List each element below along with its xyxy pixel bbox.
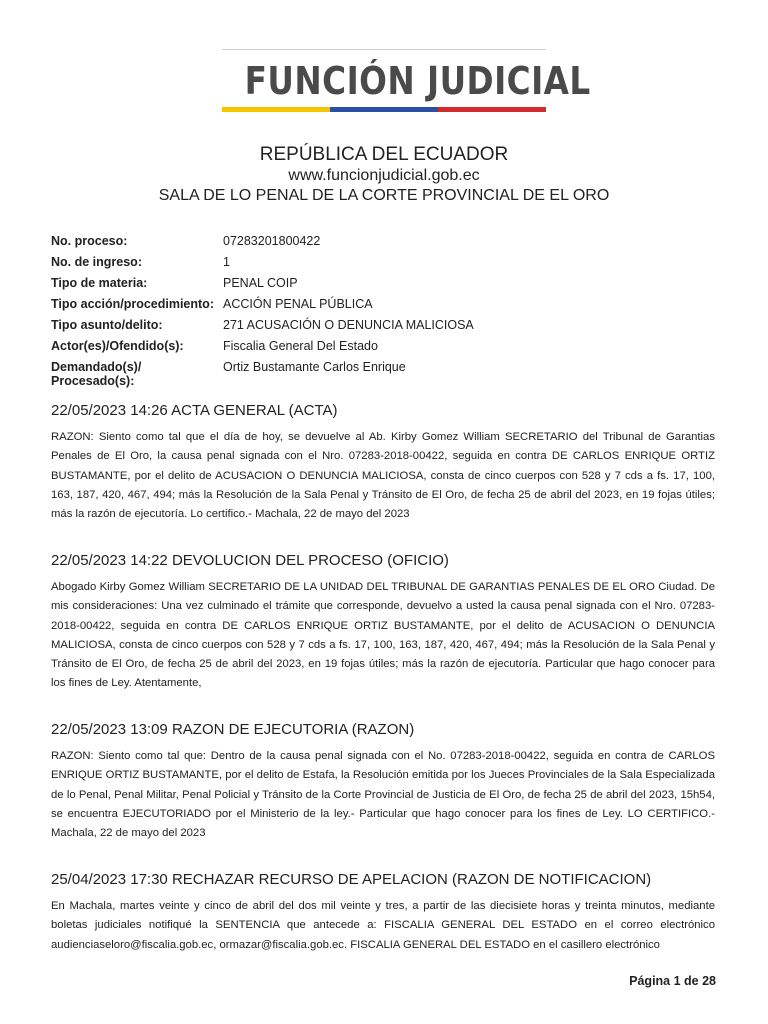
flag-yellow bbox=[222, 107, 330, 112]
entry-body: Abogado Kirby Gomez William SECRETARIO DE LA UNIDAD DEL TRIBUNAL DE GARANTIAS PENALES DE EL ORO Ciudad. De mis consideraciones: Una vez culminado el trámite que corresponde, devuelvo a usted la causa penal signada con el Nro. 07283-2018-00422, seguida en contra DE CARLOS ENRIQUE ORTIZ BUSTAMANTE, por el delito de ACUSACION O DENUNCIA MALICIOSA, consta de cinco cuerpos con 528 y 7 cds a fs. 17, 100, 163, 187, 420, 467, 494; más la Resolución de la Sala Penal y Tránsito de El Oro, de fecha 25 de abril del 2023, en 19 fojas útiles; más la razón de ejecutoría. Particular que hago conocer para los fines de Ley. Atentamente, bbox=[51, 581, 715, 690]
case-label: Tipo de materia: bbox=[51, 276, 148, 290]
country-heading: REPÚBLICA DEL ECUADOR bbox=[259, 144, 509, 165]
case-value: ACCIÓN PENAL PÚBLICA bbox=[223, 297, 373, 311]
case-row bbox=[51, 337, 643, 358]
case-value: PENAL COIP bbox=[223, 276, 298, 290]
logo-text: FUNCIÓN JUDICIAL bbox=[244, 59, 591, 103]
entry-title: 25/04/2023 17:30 RECHAZAR RECURSO DE APELACION (RAZON DE NOTIFICACION) bbox=[51, 871, 652, 888]
entry-body: RAZON: Siento como tal que el día de hoy, se devuelve al Ab. Kirby Gomez William SECRETARIO del Tribunal de Garantias Penales de El Oro, la causa penal signada con el Nro. 07283-2018-00422, seguida en contra DE CARLOS ENRIQUE ORTIZ BUSTAMANTE, por el delito de ACUSACION O DENUNCIA MALICIOSA, consta de cinco cuerpos con 528 y 7 cds a fs. 17, 100, 163, 187, 420, 467, 494; más la Resolución de la Sala Penal y Tránsito de El Oro, de fecha 25 de abril del 2023, en 19 fojas útiles; más la razón de ejecutoría. Lo certifico.- Machala, 22 de mayo del 2023 bbox=[51, 431, 715, 521]
funcion-judicial-logo bbox=[222, 49, 591, 112]
logo-flag-stripe bbox=[222, 107, 546, 112]
entry-title: 22/05/2023 14:22 DEVOLUCION DEL PROCESO (OFICIO) bbox=[51, 552, 449, 569]
case-label: No. de ingreso: bbox=[51, 255, 142, 269]
case-label: Demandado(s)/ Procesado(s): bbox=[51, 360, 142, 388]
entry-title: 22/05/2023 13:09 RAZON DE EJECUTORIA (RAZON) bbox=[51, 721, 415, 738]
case-label: Tipo acción/procedimiento: bbox=[51, 297, 214, 311]
court-heading: SALA DE LO PENAL DE LA CORTE PROVINCIAL DE EL ORO bbox=[158, 187, 610, 204]
case-label: Tipo asunto/delito: bbox=[51, 318, 163, 332]
case-value: 1 bbox=[223, 255, 230, 269]
entry-body: RAZON: Siento como tal que: Dentro de la causa penal signada con el No. 07283-2018-00422, seguida en contra de CARLOS ENRIQUE ORTIZ BUSTAMANTE, por el delito de Estafa, la Resolución emitida por los Jueces Provinciales de la Sala Especializada de lo Penal, Penal Militar, Penal Policial y Tránsito de la Corte Provincial de Justicia de El Oro, de fecha 25 de abril del 2023, 15h54, se encuentra EJECUTORIADO por el Ministerio de la ley.- Particular que hago conocer para los fines de Ley. LO CERTIFICO.- Machala, 22 de mayo del 2023 bbox=[51, 750, 715, 840]
case-row bbox=[51, 295, 643, 316]
entry-body: En Machala, martes veinte y cinco de abril del dos mil veinte y tres, a partir de las diecisiete horas y treinta minutos, mediante boletas judiciales notifiqué la SENTENCIA que antecede a: FISCALIA GENERAL DEL ESTADO en el correo electrónico audienciaseloro@fiscalia.gob.ec, ormazar@fiscalia.gob.ec. FISCALIA GENERAL DEL ESTADO en el casillero electrónico bbox=[51, 900, 715, 951]
case-row bbox=[51, 358, 643, 388]
flag-blue bbox=[330, 107, 438, 112]
website-heading: www.funcionjudicial.gob.ec bbox=[288, 167, 480, 184]
case-value: Ortiz Bustamante Carlos Enrique bbox=[223, 360, 406, 374]
page-number: Página 1 de 28 bbox=[629, 974, 716, 988]
case-row bbox=[51, 232, 643, 253]
case-info bbox=[51, 232, 643, 388]
case-label: No. proceso: bbox=[51, 234, 128, 248]
case-row bbox=[51, 274, 643, 295]
flag-red bbox=[438, 107, 546, 112]
entry-title: 22/05/2023 14:26 ACTA GENERAL (ACTA) bbox=[51, 402, 338, 419]
case-row bbox=[51, 253, 643, 274]
case-value: 07283201800422 bbox=[223, 234, 321, 248]
case-label: Actor(es)/Ofendido(s): bbox=[51, 339, 184, 353]
case-value: 271 ACUSACIÓN O DENUNCIA MALICIOSA bbox=[223, 318, 474, 332]
case-row bbox=[51, 316, 643, 337]
logo-divider bbox=[222, 49, 546, 50]
case-value: Fiscalia General Del Estado bbox=[223, 339, 378, 353]
